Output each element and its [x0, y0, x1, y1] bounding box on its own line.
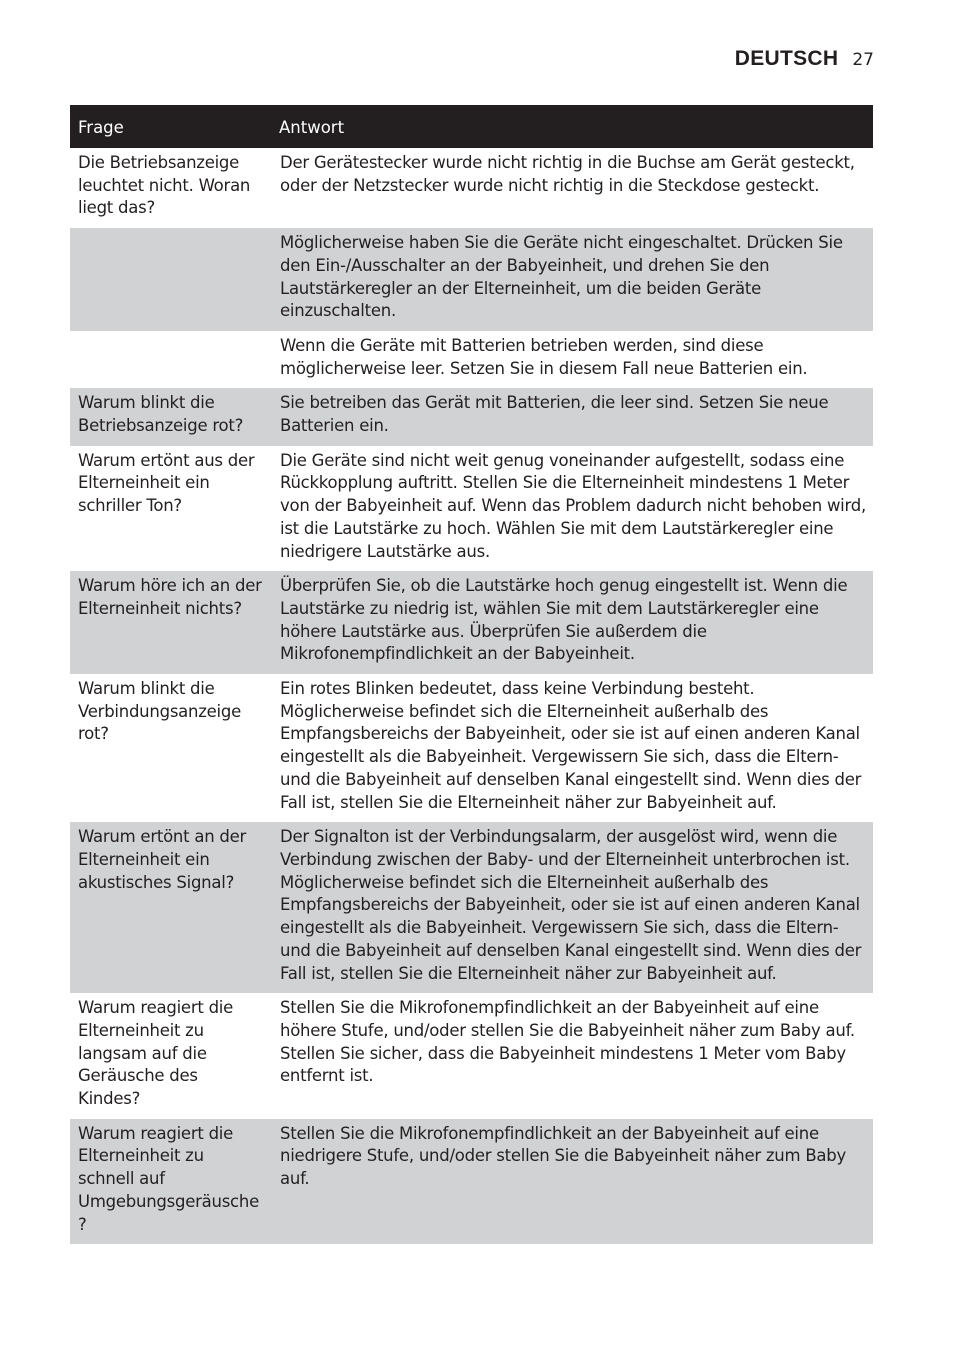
answer-cell: Der Signalton ist der Verbindungsalarm, der ausgelöst wird, wenn die Verbindung zwischen der Baby- und der Elterneinheit unterbrochen ist. Möglicherweise befindet sich die Elterneinheit außerhalb des Empfangsbereichs der Babyeinheit, oder sie ist auf einen anderen Kanal eingestellt als die Babyeinheit. Vergewissern Sie sich, dass die Eltern- und die Babyeinheit auf denselben Kanal eingestellt sind. Wenn dies der Fall ist, stellen Sie die Elterneinheit näher zur Babyeinheit auf.: [271, 822, 873, 993]
question-cell: Warum ertönt aus der Elterneinheit ein schriller Ton?: [78, 450, 255, 516]
answer-cell: Wenn die Geräte mit Batterien betrieben werden, sind diese möglicherweise leer. Setzen Sie in diesem Fall neue Batterien ein.: [280, 335, 808, 378]
column-header-answer: Antwort: [271, 105, 873, 148]
table-row: [70, 571, 873, 674]
question-cell: Warum blinkt die Verbindungsanzeige rot?: [78, 679, 242, 744]
question-cell: [70, 331, 271, 388]
page-header: [735, 47, 874, 71]
page-number: 27: [852, 50, 874, 70]
table-row: [70, 674, 873, 822]
table-header: [70, 105, 873, 148]
answer-cell: Der Gerätestecker wurde nicht richtig in die Buchse am Gerät gesteckt, oder der Netzstecker wurde nicht richtig in die Steckdose gesteckt.: [280, 153, 855, 195]
table-row: [70, 228, 873, 331]
answer-cell: Stellen Sie die Mikrofonempfindlichkeit an der Babyeinheit auf eine niedrigere Stufe, und/oder stellen Sie die Babyeinheit näher zum Baby auf.: [271, 1119, 873, 1245]
table-body: [70, 148, 873, 1244]
answer-cell: Die Geräte sind nicht weit genug voneinander aufgestellt, sodass eine Rückkopplung auftritt. Stellen Sie die Elterneinheit mindestens 1 Meter von der Babyeinheit auf. Wenn das Problem dadurch nicht behoben wird, ist die Lautstärke zu hoch. Wählen Sie mit dem Lautstärkeregler eine niedrigere Lautstärke aus.: [280, 450, 866, 561]
question-cell: Warum reagiert die Elterneinheit zu langsam auf die Geräusche des Kindes?: [78, 998, 234, 1109]
question-cell: [70, 228, 271, 331]
question-cell: Warum blinkt die Betriebsanzeige rot?: [70, 388, 271, 445]
table-header-row: [70, 105, 873, 148]
table-row: [70, 331, 873, 388]
table-row: [70, 148, 873, 228]
answer-cell: Ein rotes Blinken bedeutet, dass keine Verbindung besteht. Möglicherweise befindet sich die Elterneinheit außerhalb des Empfangsbereichs der Babyeinheit, oder sie ist auf einen anderen Kanal eingestellt als die Babyeinheit. Vergewissern Sie sich, dass die Eltern- und die Babyeinheit auf denselben Kanal eingestellt sind. Wenn dies der Fall ist, stellen Sie die Elterneinheit näher zur Babyeinheit auf.: [280, 679, 862, 812]
table-row: [70, 1119, 873, 1245]
table-row: [70, 446, 873, 572]
question-cell: Warum reagiert die Elterneinheit zu schnell auf Umgebungsgeräusche?: [70, 1119, 271, 1245]
answer-cell: Stellen Sie die Mikrofonempfindlichkeit an der Babyeinheit auf eine höhere Stufe, und/oder stellen Sie die Babyeinheit näher zum Baby auf. Stellen Sie sicher, dass die Babyeinheit mindestens 1 Meter vom Baby entfernt ist.: [280, 998, 855, 1086]
question-cell: Warum ertönt an der Elterneinheit ein akustisches Signal?: [70, 822, 271, 993]
table-row: [70, 993, 873, 1119]
table-row: [70, 388, 873, 445]
answer-cell: Überprüfen Sie, ob die Lautstärke hoch genug eingestellt ist. Wenn die Lautstärke zu niedrig ist, wählen Sie mit dem Lautstärkeregler eine höhere Lautstärke aus. Überprüfen Sie außerdem die Mikrofonempfindlichkeit an der Babyeinheit.: [271, 571, 873, 674]
column-header-question: Frage: [70, 105, 271, 148]
table-row: [70, 822, 873, 993]
language-label: DEUTSCH: [734, 47, 839, 70]
troubleshooting-table: [70, 105, 873, 1244]
question-cell: Die Betriebsanzeige leuchtet nicht. Woran liegt das?: [78, 153, 251, 218]
answer-cell: Möglicherweise haben Sie die Geräte nicht eingeschaltet. Drücken Sie den Ein-/Ausschalter an der Babyeinheit, und drehen Sie den Lautstärkeregler an der Elterneinheit, um die beiden Geräte einzuschalten.: [271, 228, 873, 331]
question-cell: Warum höre ich an der Elterneinheit nichts?: [70, 571, 271, 674]
answer-cell: Sie betreiben das Gerät mit Batterien, die leer sind. Setzen Sie neue Batterien ein.: [271, 388, 873, 445]
